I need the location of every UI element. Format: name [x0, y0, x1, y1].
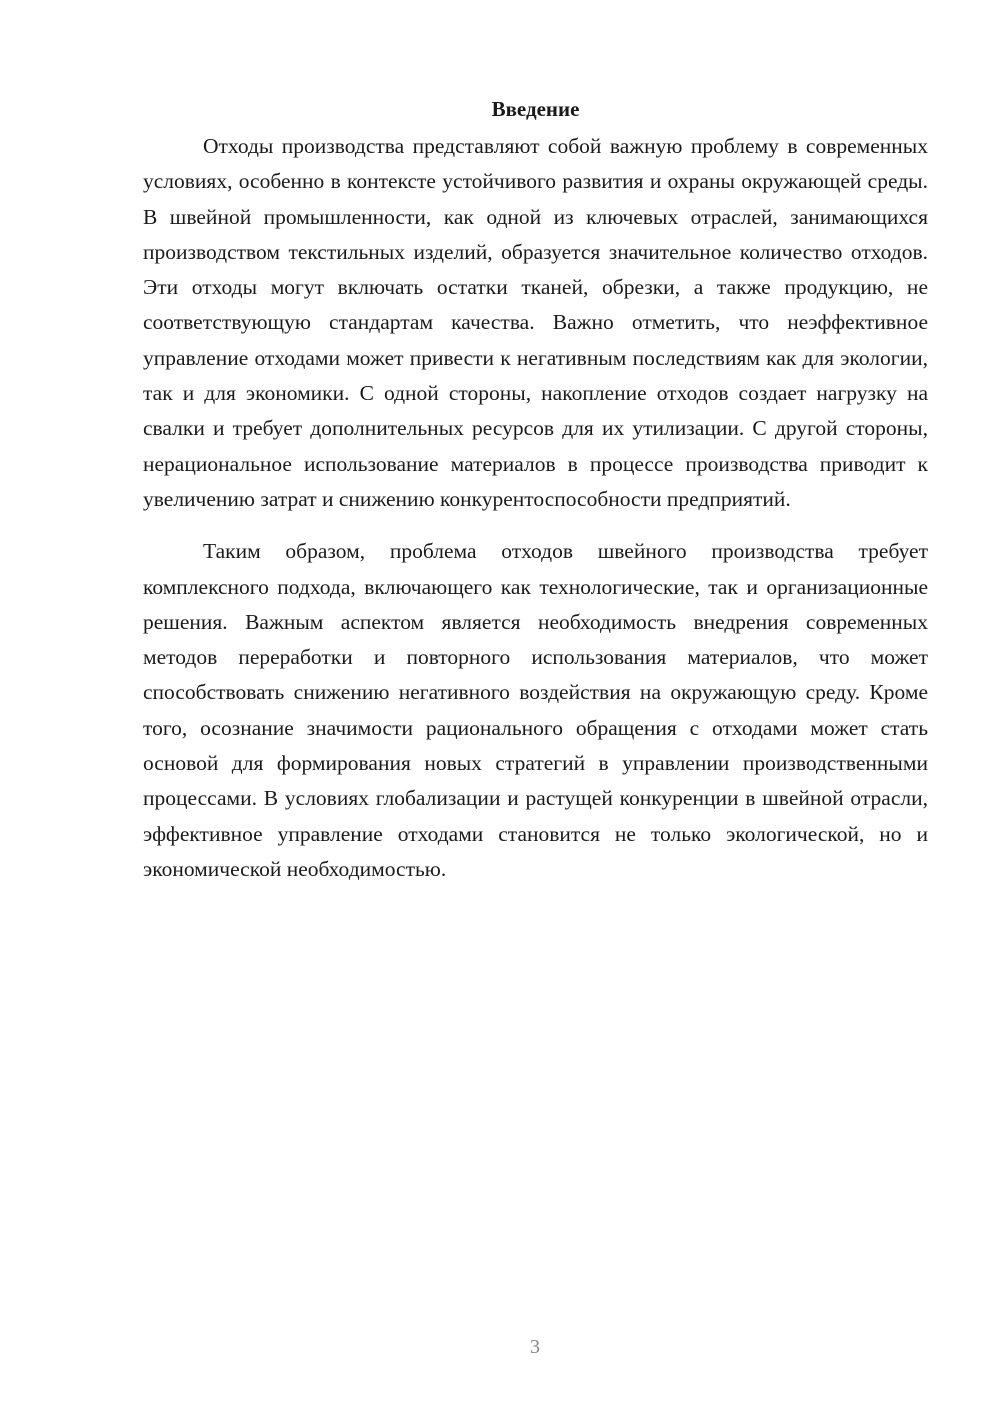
page-content — [143, 92, 928, 887]
section-heading: Введение — [491, 97, 580, 121]
page-number: 3 — [530, 1336, 540, 1358]
paragraph-2: Таким образом, проблема отходов швейного производства требует комплексного подхода, включающего как технологические, так и организационные решения. Важным аспектом является необходимость внедрения современных методов переработки и повторного использования материалов, что может способствовать снижению негативного воздействия на окружающую среду. Кроме того, осознание значимости рационального обращения с отходами может стать основой для формирования новых стратегий в управлении производственными процессами. В условиях глобализации и растущей конкуренции в швейной отрасли, эффективное управление отходами становится не только экологической, но и экономической необходимостью. — [143, 539, 928, 881]
paragraph-1: Отходы производства представляют собой важную проблему в современных условиях, особенно в контексте устойчивого развития и охраны окружающей среды. В швейной промышленности, как одной из ключевых отраслей, занимающихся производством текстильных изделий, образуется значительное количество отходов. Эти отходы могут включать остатки тканей, обрезки, а также продукцию, не соответствующую стандартам качества. Важно отметить, что неэффективное управление отходами может привести к негативным последствиям как для экологии, так и для экономики. С одной стороны, накопление отходов создает нагрузку на свалки и требует дополнительных ресурсов для их утилизации. С другой стороны, нерациональное использование материалов в процессе производства приводит к увеличению затрат и снижению конкурентоспособности предприятий. — [143, 134, 928, 511]
